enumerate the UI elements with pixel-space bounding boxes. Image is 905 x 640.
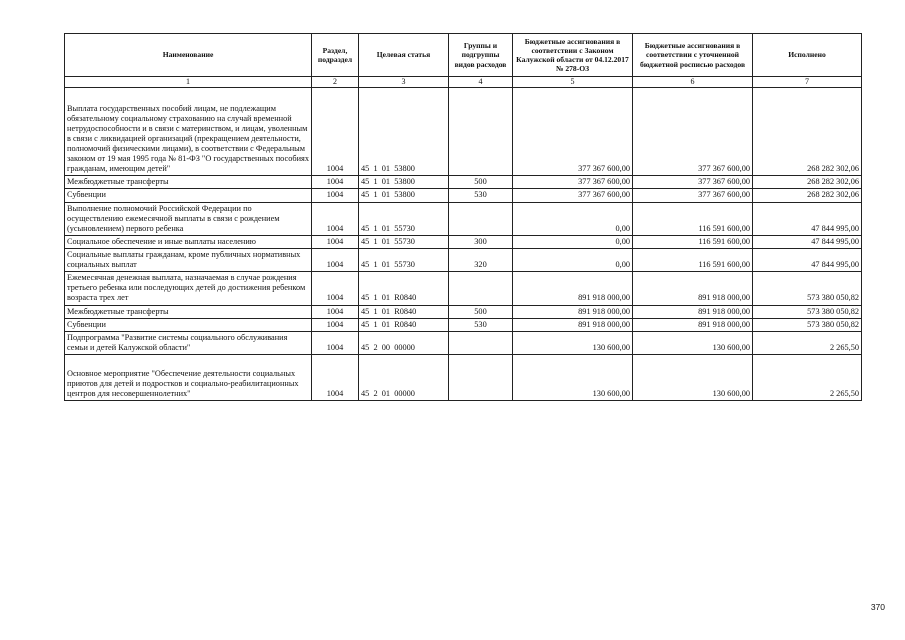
column-number-row [65,77,862,88]
header-name: Наименование [65,34,312,77]
row-executed-amount: 268 282 302,06 [753,176,862,189]
budget-table [64,33,862,401]
row-executed-amount: 47 844 995,00 [753,235,862,248]
column-number: 5 [513,77,633,88]
row-name: Социальные выплаты гражданам, кроме публичных нормативных социальных выплат [65,249,312,272]
row-roster-amount: 116 591 600,00 [633,202,753,235]
row-name: Субвенции [65,318,312,331]
table-row [65,87,862,176]
header-target: Целевая статья [359,34,449,77]
row-target: 45 1 01 53800 [359,87,449,176]
row-executed-amount: 47 844 995,00 [753,249,862,272]
row-law-amount: 891 918 000,00 [513,272,633,305]
row-roster-amount: 116 591 600,00 [633,249,753,272]
row-roster-amount: 377 367 600,00 [633,189,753,202]
table-row [65,189,862,202]
header-row [65,34,862,77]
row-law-amount: 891 918 000,00 [513,305,633,318]
column-number: 1 [65,77,312,88]
row-section: 1004 [312,331,359,354]
row-section: 1004 [312,87,359,176]
row-name: Социальное обеспечение и иные выплаты населению [65,235,312,248]
row-group: 300 [449,235,513,248]
table-row [65,202,862,235]
row-group: 530 [449,189,513,202]
table-row [65,176,862,189]
row-section: 1004 [312,189,359,202]
row-name: Выполнение полномочий Российской Федерации по осуществлению ежемесячной выплаты в связи с рождением (усыновлением) первого ребенка [65,202,312,235]
row-group [449,87,513,176]
row-executed-amount: 573 380 050,82 [753,305,862,318]
table-row [65,331,862,354]
row-law-amount: 0,00 [513,202,633,235]
row-target: 45 1 01 55730 [359,202,449,235]
row-name: Подпрограмма "Развитие системы социального обслуживания семьи и детей Калужской области" [65,331,312,354]
row-section: 1004 [312,249,359,272]
row-section: 1004 [312,202,359,235]
column-number: 2 [312,77,359,88]
row-name: Субвенции [65,189,312,202]
row-section: 1004 [312,355,359,401]
row-roster-amount: 891 918 000,00 [633,305,753,318]
row-law-amount: 130 600,00 [513,355,633,401]
row-executed-amount: 573 380 050,82 [753,272,862,305]
row-law-amount: 377 367 600,00 [513,189,633,202]
row-section: 1004 [312,272,359,305]
row-roster-amount: 116 591 600,00 [633,235,753,248]
row-group: 500 [449,176,513,189]
row-roster-amount: 377 367 600,00 [633,176,753,189]
column-number: 7 [753,77,862,88]
row-name: Основное мероприятие "Обеспечение деятельности социальных приютов для детей и подростков и социально-реабилитационных центров для несовершеннолетних" [65,355,312,401]
column-number: 6 [633,77,753,88]
row-group [449,331,513,354]
table-row [65,318,862,331]
table-row [65,355,862,401]
column-number: 4 [449,77,513,88]
row-executed-amount: 268 282 302,06 [753,87,862,176]
row-name: Ежемесячная денежная выплата, назначаемая в случае рождения третьего ребенка или последующих детей до достижения ребенком возраста трех лет [65,272,312,305]
row-executed-amount: 573 380 050,82 [753,318,862,331]
header-group: Группы и подгруппы видов расходов [449,34,513,77]
row-law-amount: 130 600,00 [513,331,633,354]
row-target: 45 1 01 53800 [359,189,449,202]
row-name: Выплата государственных пособий лицам, не подлежащим обязательному социальному страхованию на случай временной нетрудоспособности и в связи с материнством, и лицам, уволенным в связи с ликвидацией организаций (прекращением деятельности, полномочий физическими лицами), в соответствии с Федеральным законом от 19 мая 1995 года № 81-ФЗ "О государственных пособиях гражданам, имеющим детей" [65,87,312,176]
row-executed-amount: 2 265,50 [753,355,862,401]
header-section: Раздел, подраздел [312,34,359,77]
row-target: 45 2 01 00000 [359,355,449,401]
row-roster-amount: 130 600,00 [633,331,753,354]
row-target: 45 1 01 R0840 [359,305,449,318]
row-section: 1004 [312,318,359,331]
header-roster: Бюджетные ассигнования в соответствии с уточненной бюджетной росписью расходов [633,34,753,77]
row-executed-amount: 47 844 995,00 [753,202,862,235]
header-executed: Исполнено [753,34,862,77]
row-name: Межбюджетные трансферты [65,176,312,189]
row-section: 1004 [312,235,359,248]
row-roster-amount: 891 918 000,00 [633,272,753,305]
table-row [65,272,862,305]
row-target: 45 1 01 R0840 [359,272,449,305]
table-row [65,235,862,248]
row-law-amount: 0,00 [513,235,633,248]
row-group: 500 [449,305,513,318]
row-target: 45 1 01 53800 [359,176,449,189]
row-group: 530 [449,318,513,331]
row-section: 1004 [312,176,359,189]
row-roster-amount: 891 918 000,00 [633,318,753,331]
row-law-amount: 891 918 000,00 [513,318,633,331]
page-number: 370 [870,602,885,612]
row-roster-amount: 377 367 600,00 [633,87,753,176]
row-group [449,355,513,401]
row-law-amount: 377 367 600,00 [513,87,633,176]
row-group [449,272,513,305]
row-target: 45 1 01 R0840 [359,318,449,331]
table-row [65,305,862,318]
row-executed-amount: 268 282 302,06 [753,189,862,202]
row-target: 45 2 00 00000 [359,331,449,354]
row-section: 1004 [312,305,359,318]
row-target: 45 1 01 55730 [359,235,449,248]
column-number: 3 [359,77,449,88]
row-name: Межбюджетные трансферты [65,305,312,318]
row-group [449,202,513,235]
table-row [65,249,862,272]
row-target: 45 1 01 55730 [359,249,449,272]
row-group: 320 [449,249,513,272]
row-executed-amount: 2 265,50 [753,331,862,354]
header-law: Бюджетные ассигнования в соответствии с Законом Калужской области от 04.12.2017 № 278-ОЗ [513,34,633,77]
row-law-amount: 0,00 [513,249,633,272]
row-law-amount: 377 367 600,00 [513,176,633,189]
row-roster-amount: 130 600,00 [633,355,753,401]
